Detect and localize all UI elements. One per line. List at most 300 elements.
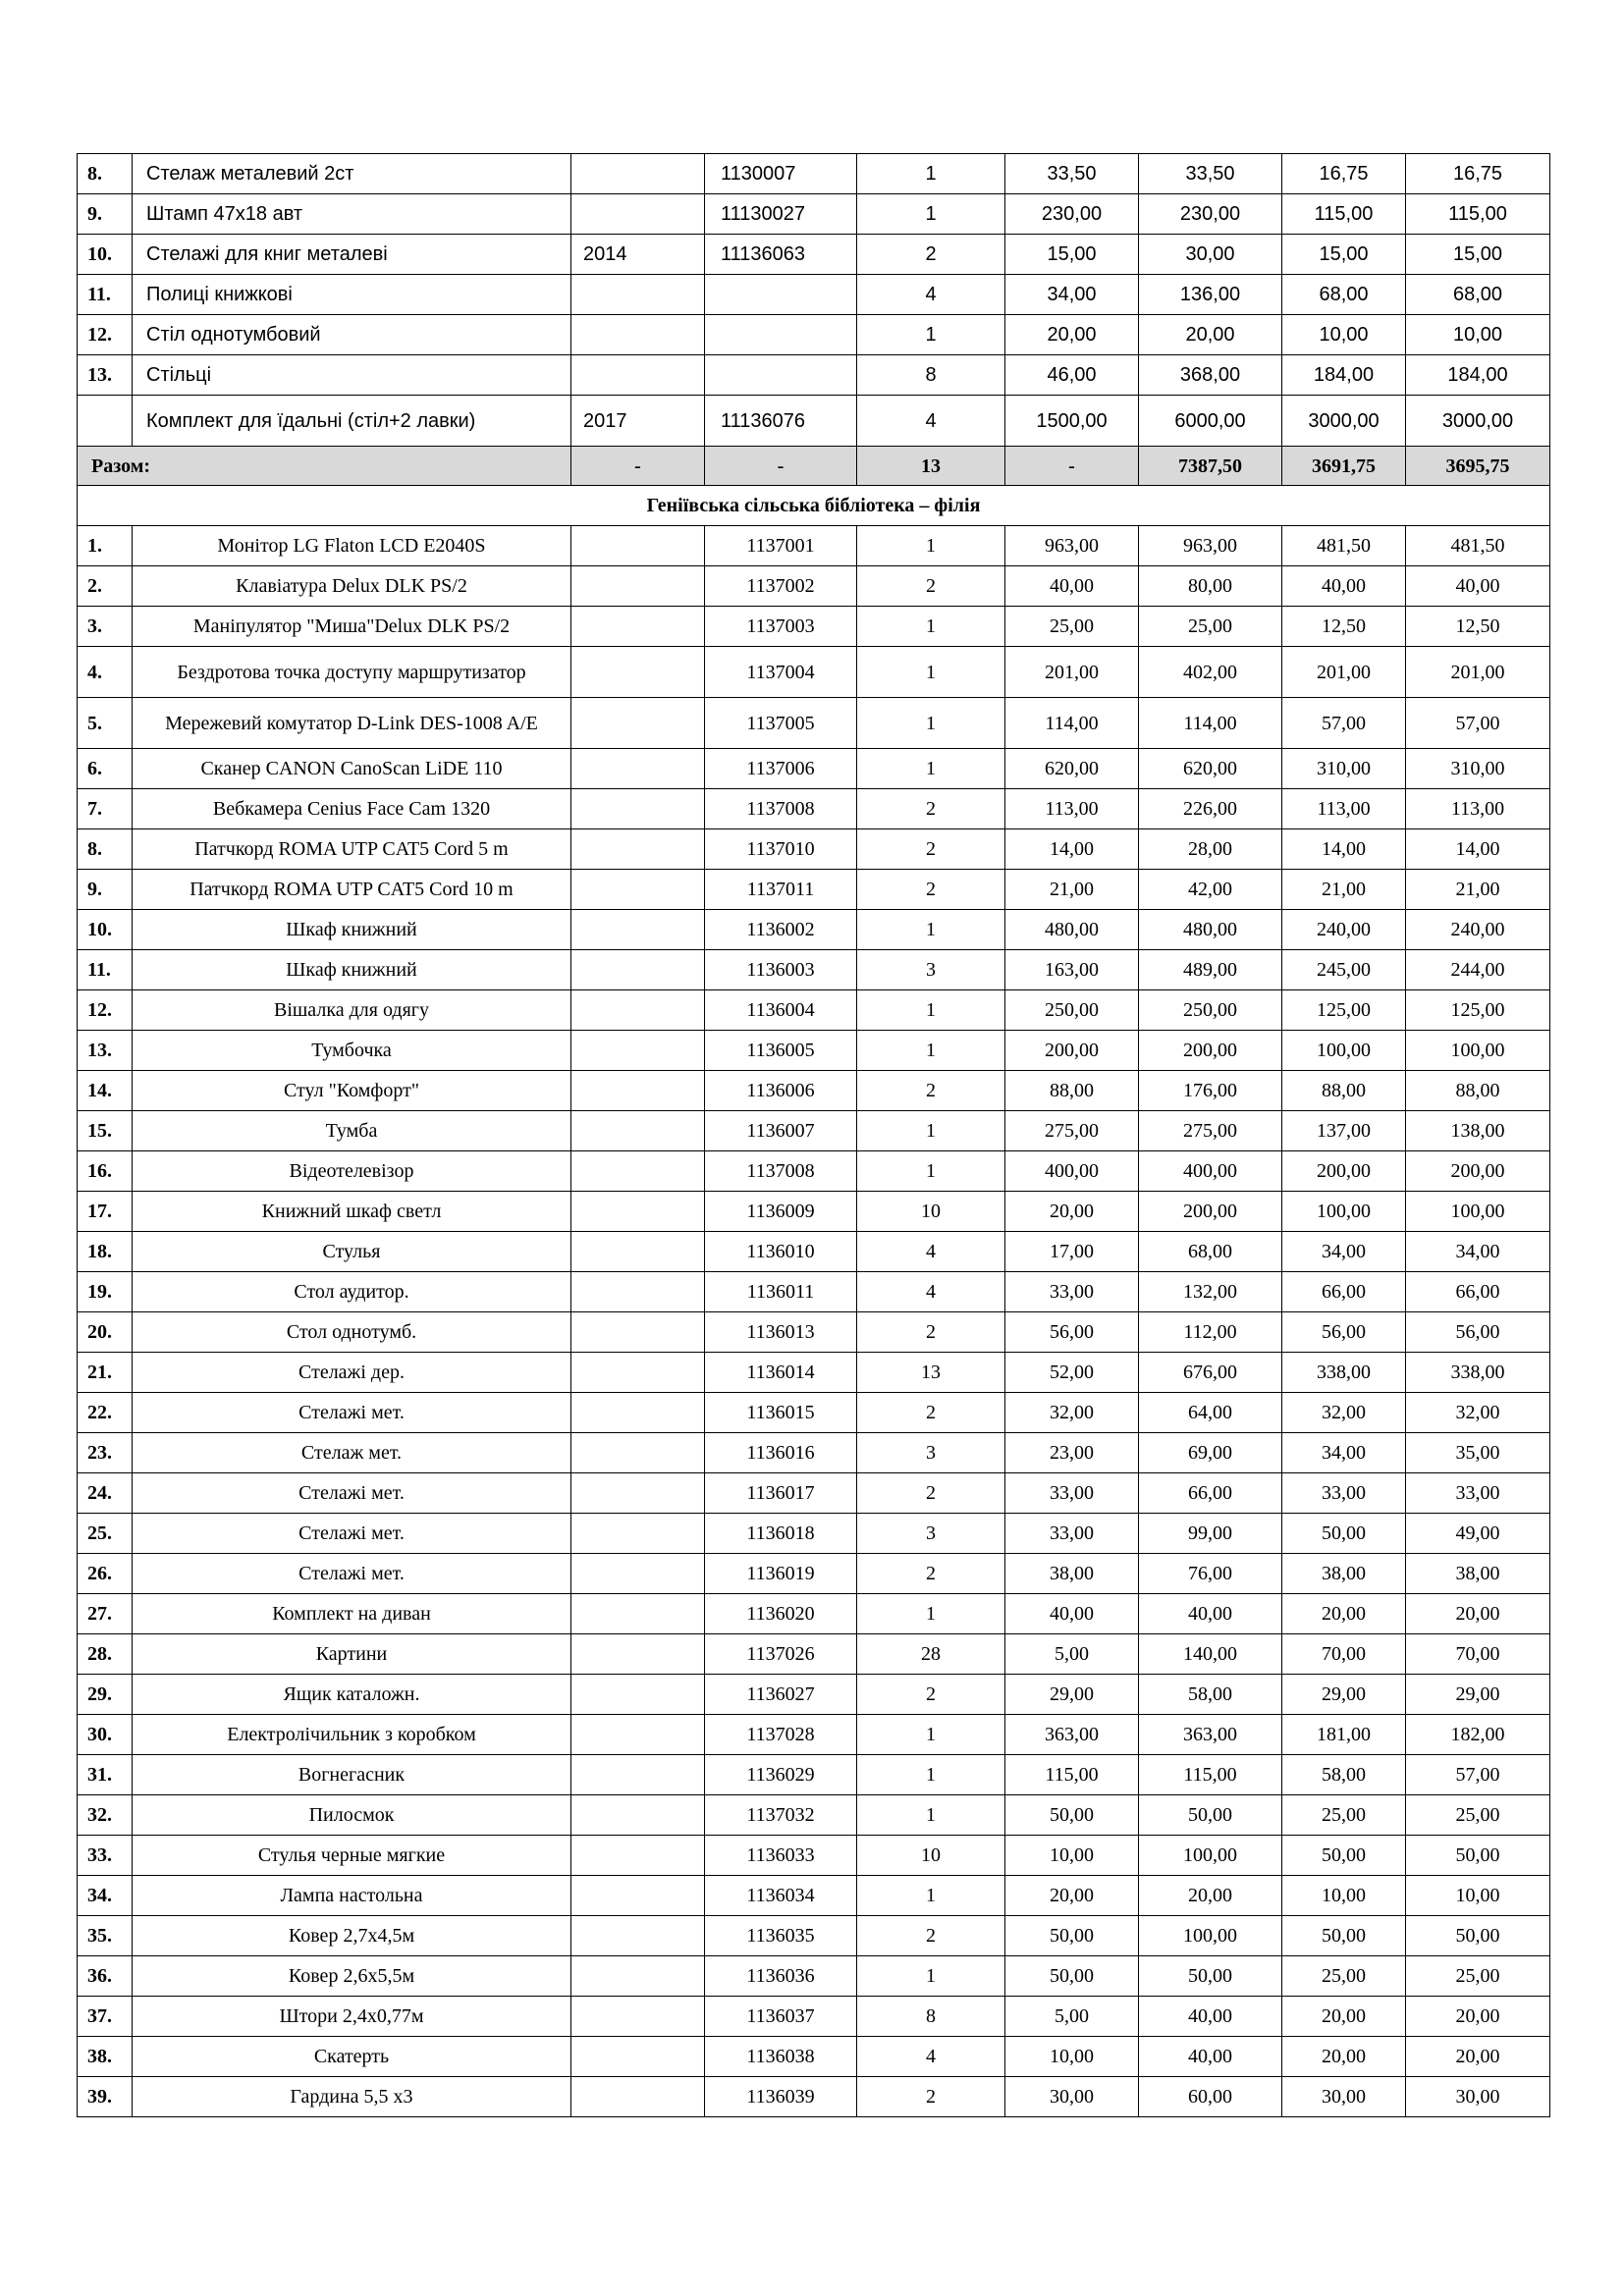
item-name: Стелажі для книг металеві	[133, 235, 571, 275]
row-number: 13.	[78, 1031, 133, 1071]
quantity: 2	[857, 566, 1005, 607]
row-number: 25.	[78, 1514, 133, 1554]
item-year	[571, 789, 705, 829]
row-number: 26.	[78, 1554, 133, 1594]
quantity: 2	[857, 1554, 1005, 1594]
total-amount: 68,00	[1139, 1232, 1282, 1272]
item-name: Стол однотумб.	[133, 1312, 571, 1353]
residual-value: 15,00	[1406, 235, 1550, 275]
section-title: Геніївська сільська бібліотека – філія	[78, 486, 1550, 526]
total-label: Разом:	[78, 447, 571, 486]
row-number: 10.	[78, 910, 133, 950]
unit-price: 52,00	[1005, 1353, 1139, 1393]
inventory-code: 1136002	[705, 910, 857, 950]
inventory-code: 1136034	[705, 1876, 857, 1916]
depreciation: 125,00	[1282, 990, 1406, 1031]
total-amount: 114,00	[1139, 698, 1282, 749]
item-year	[571, 1312, 705, 1353]
residual-value: 12,50	[1406, 607, 1550, 647]
table-row	[78, 355, 1550, 396]
item-year	[571, 2037, 705, 2077]
inventory-code: 1136029	[705, 1755, 857, 1795]
item-year	[571, 1715, 705, 1755]
depreciation: 21,00	[1282, 870, 1406, 910]
unit-price: 363,00	[1005, 1715, 1139, 1755]
residual-value: 20,00	[1406, 1594, 1550, 1634]
item-year	[571, 1353, 705, 1393]
total-amount: 226,00	[1139, 789, 1282, 829]
item-year	[571, 1755, 705, 1795]
depreciation: 113,00	[1282, 789, 1406, 829]
unit-price: 230,00	[1005, 194, 1139, 235]
total-amount: 676,00	[1139, 1353, 1282, 1393]
item-name: Стулья	[133, 1232, 571, 1272]
residual-value: 21,00	[1406, 870, 1550, 910]
residual-value: 34,00	[1406, 1232, 1550, 1272]
item-name: Стул "Комфорт"	[133, 1071, 571, 1111]
quantity: 2	[857, 1312, 1005, 1353]
unit-price: 50,00	[1005, 1795, 1139, 1836]
unit-price: 115,00	[1005, 1755, 1139, 1795]
table-row	[78, 1272, 1550, 1312]
table-row	[78, 1353, 1550, 1393]
item-year	[571, 990, 705, 1031]
total-quantity: 13	[857, 447, 1005, 486]
residual-value: 70,00	[1406, 1634, 1550, 1675]
inventory-code: 1136010	[705, 1232, 857, 1272]
inventory-table	[77, 153, 1550, 2117]
row-number: 29.	[78, 1675, 133, 1715]
item-name: Вебкамера Cenius Face Cam 1320	[133, 789, 571, 829]
quantity: 1	[857, 749, 1005, 789]
row-number: 32.	[78, 1795, 133, 1836]
table-row	[78, 1634, 1550, 1675]
depreciation: 14,00	[1282, 829, 1406, 870]
inventory-code: 1136033	[705, 1836, 857, 1876]
depreciation: 20,00	[1282, 1997, 1406, 2037]
residual-value: 115,00	[1406, 194, 1550, 235]
unit-price: 33,00	[1005, 1514, 1139, 1554]
depreciation: 20,00	[1282, 2037, 1406, 2077]
row-number: 11.	[78, 275, 133, 315]
quantity: 1	[857, 1715, 1005, 1755]
item-year	[571, 194, 705, 235]
inventory-code: 1136039	[705, 2077, 857, 2117]
item-name: Стелажі мет.	[133, 1554, 571, 1594]
residual-value: 100,00	[1406, 1192, 1550, 1232]
table-row	[78, 1473, 1550, 1514]
unit-price: 200,00	[1005, 1031, 1139, 1071]
item-year	[571, 2077, 705, 2117]
inventory-code: 1136015	[705, 1393, 857, 1433]
item-name: Стелажі дер.	[133, 1353, 571, 1393]
depreciation: 88,00	[1282, 1071, 1406, 1111]
item-name: Вогнегасник	[133, 1755, 571, 1795]
residual-value: 481,50	[1406, 526, 1550, 566]
unit-price: 17,00	[1005, 1232, 1139, 1272]
row-number: 31.	[78, 1755, 133, 1795]
item-year	[571, 1031, 705, 1071]
inventory-table-body	[78, 154, 1550, 2117]
quantity: 2	[857, 1071, 1005, 1111]
unit-price: 620,00	[1005, 749, 1139, 789]
residual-value: 10,00	[1406, 315, 1550, 355]
inventory-code: 1136014	[705, 1353, 857, 1393]
depreciation: 10,00	[1282, 1876, 1406, 1916]
depreciation: 68,00	[1282, 275, 1406, 315]
unit-price: 50,00	[1005, 1956, 1139, 1997]
item-year	[571, 355, 705, 396]
total-amount: 140,00	[1139, 1634, 1282, 1675]
inventory-code: 1137006	[705, 749, 857, 789]
row-number: 13.	[78, 355, 133, 396]
total-amount: 112,00	[1139, 1312, 1282, 1353]
depreciation: 184,00	[1282, 355, 1406, 396]
item-year	[571, 950, 705, 990]
depreciation: 34,00	[1282, 1232, 1406, 1272]
item-year	[571, 1232, 705, 1272]
item-year	[571, 698, 705, 749]
item-name: Стелажі мет.	[133, 1473, 571, 1514]
row-number: 2.	[78, 566, 133, 607]
item-name: Книжний шкаф светл	[133, 1192, 571, 1232]
unit-price: 30,00	[1005, 2077, 1139, 2117]
table-row	[78, 1111, 1550, 1151]
quantity: 10	[857, 1836, 1005, 1876]
residual-value: 49,00	[1406, 1514, 1550, 1554]
table-row	[78, 154, 1550, 194]
table-row	[78, 566, 1550, 607]
table-row	[78, 789, 1550, 829]
quantity: 4	[857, 1232, 1005, 1272]
total-amount: 40,00	[1139, 2037, 1282, 2077]
unit-price: 963,00	[1005, 526, 1139, 566]
table-row	[78, 235, 1550, 275]
residual-value: 25,00	[1406, 1795, 1550, 1836]
table-row	[78, 1232, 1550, 1272]
residual-value: 57,00	[1406, 1755, 1550, 1795]
depreciation: 200,00	[1282, 1151, 1406, 1192]
inventory-code: 1136036	[705, 1956, 857, 1997]
row-number: 3.	[78, 607, 133, 647]
inventory-code: 1137011	[705, 870, 857, 910]
quantity: 1	[857, 910, 1005, 950]
item-year	[571, 566, 705, 607]
table-row	[78, 1594, 1550, 1634]
quantity: 2	[857, 789, 1005, 829]
item-name: Штори 2,4х0,77м	[133, 1997, 571, 2037]
quantity: 13	[857, 1353, 1005, 1393]
table-row	[78, 1795, 1550, 1836]
table-row	[78, 2077, 1550, 2117]
table-row	[78, 950, 1550, 990]
total-amount: 66,00	[1139, 1473, 1282, 1514]
depreciation: 40,00	[1282, 566, 1406, 607]
item-year	[571, 1514, 705, 1554]
total-amount: 136,00	[1139, 275, 1282, 315]
total-amount: 69,00	[1139, 1433, 1282, 1473]
inventory-code	[705, 315, 857, 355]
total-amount: 20,00	[1139, 1876, 1282, 1916]
depreciation: 34,00	[1282, 1433, 1406, 1473]
total-amount: 99,00	[1139, 1514, 1282, 1554]
residual-value: 38,00	[1406, 1554, 1550, 1594]
depreciation: 201,00	[1282, 647, 1406, 698]
depreciation: 50,00	[1282, 1514, 1406, 1554]
total-amount: 200,00	[1139, 1031, 1282, 1071]
row-number: 8.	[78, 829, 133, 870]
row-number: 10.	[78, 235, 133, 275]
item-year	[571, 275, 705, 315]
inventory-code: 1136004	[705, 990, 857, 1031]
item-year	[571, 829, 705, 870]
depreciation: 57,00	[1282, 698, 1406, 749]
unit-price: 40,00	[1005, 566, 1139, 607]
inventory-code: 1136027	[705, 1675, 857, 1715]
inventory-code: 1136017	[705, 1473, 857, 1514]
table-row	[78, 1433, 1550, 1473]
unit-price: 50,00	[1005, 1916, 1139, 1956]
depreciation: 12,50	[1282, 607, 1406, 647]
item-name: Штамп 47х18 авт	[133, 194, 571, 235]
table-row	[78, 990, 1550, 1031]
total-inventory-code: -	[705, 447, 857, 486]
inventory-code: 1137026	[705, 1634, 857, 1675]
table-row	[78, 749, 1550, 789]
item-year	[571, 1393, 705, 1433]
total-item-year: -	[571, 447, 705, 486]
row-number: 17.	[78, 1192, 133, 1232]
item-year	[571, 1876, 705, 1916]
quantity: 3	[857, 950, 1005, 990]
inventory-code: 1136019	[705, 1554, 857, 1594]
item-name: Пилосмок	[133, 1795, 571, 1836]
inventory-code: 1136007	[705, 1111, 857, 1151]
quantity: 1	[857, 315, 1005, 355]
unit-price: 14,00	[1005, 829, 1139, 870]
total-amount: 368,00	[1139, 355, 1282, 396]
inventory-code: 1136005	[705, 1031, 857, 1071]
inventory-code: 1136003	[705, 950, 857, 990]
unit-price: 163,00	[1005, 950, 1139, 990]
depreciation: 50,00	[1282, 1836, 1406, 1876]
row-number: 14.	[78, 1071, 133, 1111]
unit-price: 10,00	[1005, 1836, 1139, 1876]
table-row	[78, 2037, 1550, 2077]
item-name: Мережевий комутатор D-Link DES-1008 A/E	[133, 698, 571, 749]
residual-value: 88,00	[1406, 1071, 1550, 1111]
residual-value: 20,00	[1406, 2037, 1550, 2077]
inventory-code: 1136009	[705, 1192, 857, 1232]
row-number: 30.	[78, 1715, 133, 1755]
row-number: 19.	[78, 1272, 133, 1312]
depreciation: 338,00	[1282, 1353, 1406, 1393]
item-name: Гардина 5,5 х3	[133, 2077, 571, 2117]
item-name: Ящик каталожн.	[133, 1675, 571, 1715]
row-number: 36.	[78, 1956, 133, 1997]
residual-value: 200,00	[1406, 1151, 1550, 1192]
residual-value: 16,75	[1406, 154, 1550, 194]
table-row	[78, 1514, 1550, 1554]
table-row	[78, 1031, 1550, 1071]
item-name: Тумба	[133, 1111, 571, 1151]
residual-value: 310,00	[1406, 749, 1550, 789]
total-amount: 402,00	[1139, 647, 1282, 698]
item-name: Картини	[133, 1634, 571, 1675]
item-name: Маніпулятор "Миша"Delux DLK PS/2	[133, 607, 571, 647]
quantity: 2	[857, 1916, 1005, 1956]
total-amount: 42,00	[1139, 870, 1282, 910]
row-number: 15.	[78, 1111, 133, 1151]
row-number: 9.	[78, 194, 133, 235]
total-amount: 363,00	[1139, 1715, 1282, 1755]
residual-value: 20,00	[1406, 1997, 1550, 2037]
residual-value: 33,00	[1406, 1473, 1550, 1514]
table-row	[78, 1151, 1550, 1192]
row-number: 7.	[78, 789, 133, 829]
total-amount: 33,50	[1139, 154, 1282, 194]
item-year	[571, 749, 705, 789]
total-amount: 6000,00	[1139, 396, 1282, 447]
residual-value: 66,00	[1406, 1272, 1550, 1312]
residual-value: 10,00	[1406, 1876, 1550, 1916]
unit-price: 15,00	[1005, 235, 1139, 275]
residual-value: 100,00	[1406, 1031, 1550, 1071]
unit-price: 250,00	[1005, 990, 1139, 1031]
total-amount: 50,00	[1139, 1795, 1282, 1836]
quantity: 1	[857, 647, 1005, 698]
total-row	[78, 447, 1550, 486]
table-row	[78, 1071, 1550, 1111]
depreciation: 30,00	[1282, 2077, 1406, 2117]
inventory-code: 1137008	[705, 1151, 857, 1192]
unit-price: 32,00	[1005, 1393, 1139, 1433]
table-row	[78, 1956, 1550, 1997]
unit-price: 33,00	[1005, 1473, 1139, 1514]
quantity: 1	[857, 1795, 1005, 1836]
residual-value: 338,00	[1406, 1353, 1550, 1393]
total-amount: 250,00	[1139, 990, 1282, 1031]
item-name: Стелаж мет.	[133, 1433, 571, 1473]
unit-price: 29,00	[1005, 1675, 1139, 1715]
item-year	[571, 1836, 705, 1876]
item-year	[571, 647, 705, 698]
inventory-code: 1137032	[705, 1795, 857, 1836]
unit-price: 20,00	[1005, 1192, 1139, 1232]
item-name: Патчкорд ROMA UTP CAT5 Cord 5 m	[133, 829, 571, 870]
unit-price: 46,00	[1005, 355, 1139, 396]
quantity: 1	[857, 1151, 1005, 1192]
depreciation: 15,00	[1282, 235, 1406, 275]
quantity: 1	[857, 607, 1005, 647]
total-amount: 480,00	[1139, 910, 1282, 950]
total-amount: 620,00	[1139, 749, 1282, 789]
table-row	[78, 1192, 1550, 1232]
item-year	[571, 1634, 705, 1675]
residual-value: 25,00	[1406, 1956, 1550, 1997]
row-number: 33.	[78, 1836, 133, 1876]
quantity: 8	[857, 355, 1005, 396]
row-number: 23.	[78, 1433, 133, 1473]
unit-price: 480,00	[1005, 910, 1139, 950]
inventory-code: 1137010	[705, 829, 857, 870]
item-name: Ковер 2,6х5,5м	[133, 1956, 571, 1997]
inventory-code: 11136076	[705, 396, 857, 447]
total-amount: 40,00	[1139, 1594, 1282, 1634]
unit-price: 25,00	[1005, 607, 1139, 647]
table-row	[78, 275, 1550, 315]
row-number: 1.	[78, 526, 133, 566]
quantity: 2	[857, 829, 1005, 870]
quantity: 2	[857, 2077, 1005, 2117]
item-name: Шкаф книжний	[133, 950, 571, 990]
depreciation: 70,00	[1282, 1634, 1406, 1675]
row-number: 28.	[78, 1634, 133, 1675]
depreciation: 33,00	[1282, 1473, 1406, 1514]
total-amount: 176,00	[1139, 1071, 1282, 1111]
item-year	[571, 154, 705, 194]
quantity: 4	[857, 396, 1005, 447]
table-row	[78, 1876, 1550, 1916]
residual-value: 138,00	[1406, 1111, 1550, 1151]
item-name: Відеотелевізор	[133, 1151, 571, 1192]
total-amount: 230,00	[1139, 194, 1282, 235]
item-year: 2014	[571, 235, 705, 275]
residual-value: 32,00	[1406, 1393, 1550, 1433]
quantity: 1	[857, 1031, 1005, 1071]
total-amount: 100,00	[1139, 1916, 1282, 1956]
row-number: 35.	[78, 1916, 133, 1956]
unit-price: 275,00	[1005, 1111, 1139, 1151]
item-name: Комплект на диван	[133, 1594, 571, 1634]
total-depreciation: 3691,75	[1282, 447, 1406, 486]
total-amount: 60,00	[1139, 2077, 1282, 2117]
unit-price: 33,50	[1005, 154, 1139, 194]
row-number: 18.	[78, 1232, 133, 1272]
item-year	[571, 1916, 705, 1956]
unit-price: 5,00	[1005, 1634, 1139, 1675]
unit-price: 34,00	[1005, 275, 1139, 315]
row-number: 39.	[78, 2077, 133, 2117]
unit-price: 5,00	[1005, 1997, 1139, 2037]
residual-value: 50,00	[1406, 1916, 1550, 1956]
total-amount: 76,00	[1139, 1554, 1282, 1594]
quantity: 2	[857, 235, 1005, 275]
item-name: Ковер 2,7х4,5м	[133, 1916, 571, 1956]
residual-value: 56,00	[1406, 1312, 1550, 1353]
row-number: 5.	[78, 698, 133, 749]
item-name: Скатерть	[133, 2037, 571, 2077]
item-name: Патчкорд ROMA UTP CAT5 Cord 10 m	[133, 870, 571, 910]
item-year	[571, 1795, 705, 1836]
quantity: 1	[857, 194, 1005, 235]
unit-price: 10,00	[1005, 2037, 1139, 2077]
total-amount: 275,00	[1139, 1111, 1282, 1151]
residual-value: 50,00	[1406, 1836, 1550, 1876]
residual-value: 113,00	[1406, 789, 1550, 829]
row-number: 11.	[78, 950, 133, 990]
item-name: Стол аудитор.	[133, 1272, 571, 1312]
quantity: 1	[857, 1594, 1005, 1634]
item-name: Стіл однотумбовий	[133, 315, 571, 355]
inventory-code: 1137028	[705, 1715, 857, 1755]
quantity: 1	[857, 1755, 1005, 1795]
unit-price: 38,00	[1005, 1554, 1139, 1594]
inventory-code: 1136018	[705, 1514, 857, 1554]
total-amount: 80,00	[1139, 566, 1282, 607]
item-name: Стільці	[133, 355, 571, 396]
table-row	[78, 315, 1550, 355]
